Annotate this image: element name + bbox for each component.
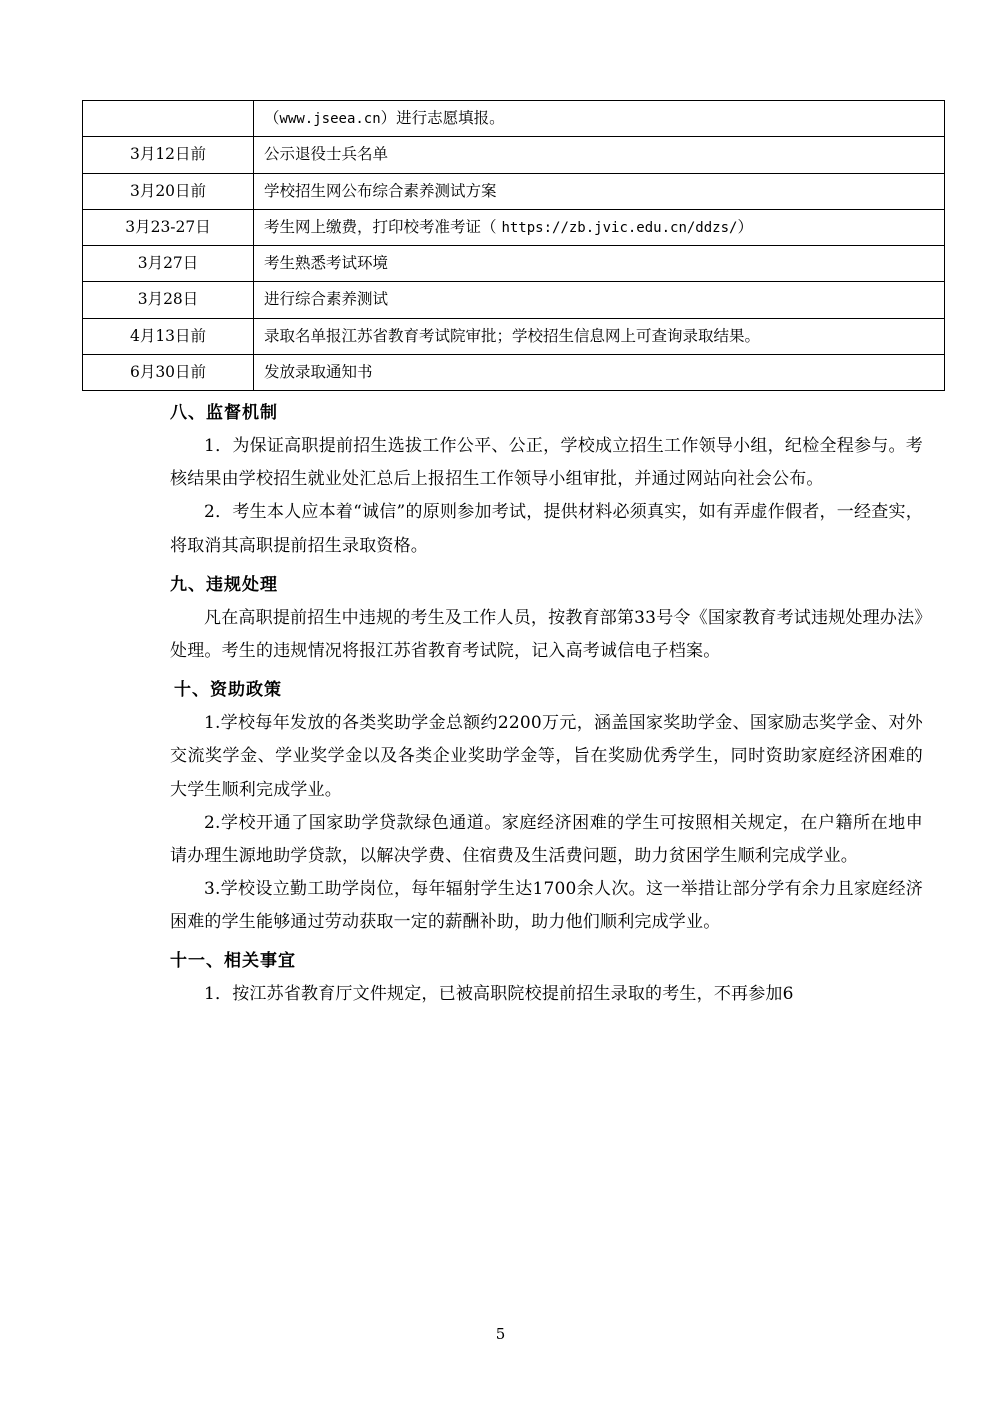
- table-row: [83, 173, 945, 209]
- desc-prefix: （: [264, 109, 280, 127]
- paragraph: 1．按江苏省教育厅文件规定，已被高职院校提前招生录取的考生，不再参加6: [204, 984, 794, 1005]
- table-cell-date: 3月12日前: [83, 137, 254, 173]
- desc-url: www.jseea.cn: [279, 111, 381, 127]
- paragraph: 1．为保证高职提前招生选拔工作公平、公正，学校成立招生工作领导小组，纪检全程参与。考核结果由学校招生就业处汇总后上报招生工作领导小组审批，并通过网站向社会公布。: [170, 436, 923, 490]
- table-row: [83, 318, 945, 354]
- desc-suffix: ）: [737, 217, 753, 236]
- table-cell-desc: [254, 282, 945, 318]
- desc-prefix: 学校招生网公布综合素养测试方案: [264, 181, 497, 200]
- table-row: [83, 282, 945, 318]
- desc-prefix: 进行综合素养测试: [264, 290, 389, 309]
- desc-prefix: 考生网上缴费，打印校考准考证（: [264, 217, 502, 236]
- paragraph: 凡在高职提前招生中违规的考生及工作人员，按教育部第33号令《国家教育考试违规处理办法》处理。考生的违规情况将报江苏省教育考试院，记入高考诚信电子档案。: [170, 607, 923, 661]
- table-row: [83, 101, 945, 137]
- section-heading-supervision: 八、监督机制: [170, 403, 278, 423]
- section-heading-related-matters: 十一、相关事宜: [170, 951, 296, 972]
- table-cell-date: 4月13日前: [83, 318, 254, 354]
- section-heading-violation: 九、违规处理: [170, 574, 278, 595]
- schedule-table: [82, 100, 945, 391]
- table-cell-desc: [254, 101, 945, 137]
- section-heading-funding: 十、资助政策: [174, 680, 282, 701]
- paragraph: 3.学校设立勤工助学岗位，每年辐射学生达1700余人次。这一举措让部分学有余力且家庭经济困难的学生能够通过劳动获取一定的薪酬补助，助力他们顺利完成学业。: [170, 878, 923, 933]
- desc-prefix: 考生熟悉考试环境: [264, 254, 389, 272]
- desc-url: https://zb.jvic.edu.cn/ddzs/: [501, 219, 738, 236]
- table-cell-desc: [254, 173, 945, 209]
- table-cell-date: 3月23-27日: [83, 209, 254, 245]
- desc-suffix: ）进行志愿填报。: [380, 109, 505, 127]
- desc-prefix: 公示退役士兵名单: [264, 145, 389, 164]
- table-row: [83, 137, 945, 173]
- table-cell-desc: [254, 246, 945, 282]
- paragraph: 2.学校开通了国家助学贷款绿色通道。家庭经济困难的学生可按照相关规定，在户籍所在地申请办理生源地助学贷款，以解决学费、住宿费及生活费问题，助力贫困学生顺利完成学业。: [170, 812, 923, 866]
- table-cell-desc: [254, 209, 945, 245]
- paragraph: 1.学校每年发放的各类奖助学金总额约2200万元，涵盖国家奖助学金、国家励志奖学金、对外交流奖学金、学业奖学金以及各类企业奖助学金等，旨在奖励优秀学生，同时资助家庭经济困难的大学生顺利完成学业。: [170, 713, 923, 800]
- table-row: [83, 246, 945, 282]
- table-cell-date: 6月30日前: [83, 354, 254, 390]
- table-row: [83, 209, 945, 245]
- desc-prefix: 录取名单报江苏省教育考试院审批；学校招生信息网上可查询录取结果。: [264, 326, 761, 345]
- schedule-table-body: [83, 101, 945, 391]
- table-cell-desc: [254, 354, 945, 390]
- table-cell-date: [83, 101, 254, 137]
- table-cell-desc: [254, 137, 945, 173]
- paragraph: 2．考生本人应本着“诚信”的原则参加考试，提供材料必须真实，如有弄虚作假者，一经查实，将取消其高职提前招生录取资格。: [170, 502, 923, 556]
- table-row: [83, 354, 945, 390]
- table-cell-date: 3月20日前: [83, 173, 254, 209]
- table-cell-date: 3月28日: [83, 282, 254, 318]
- table-cell-date: 3月27日: [83, 246, 254, 282]
- page-number: 5: [495, 1325, 506, 1343]
- desc-prefix: 发放录取通知书: [264, 362, 373, 381]
- table-cell-desc: [254, 318, 945, 354]
